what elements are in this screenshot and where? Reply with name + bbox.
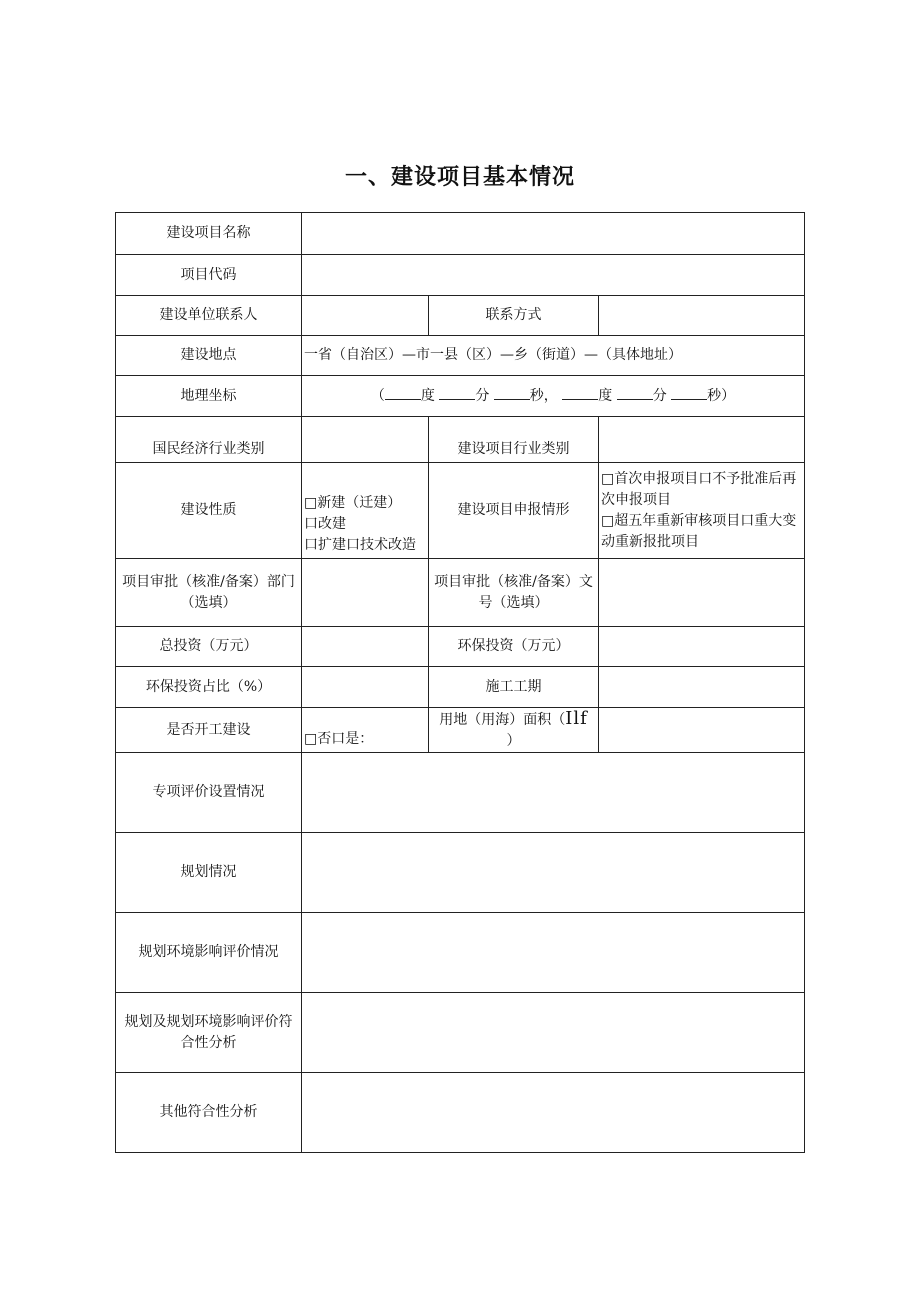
land-area-text: 用地（用海）面积（ <box>439 712 566 728</box>
label-project-industry: 建设项目行业类别 <box>429 417 599 463</box>
row-investment <box>116 627 805 667</box>
coord-deg-1: 度 <box>420 388 435 404</box>
coord-blank-sec-1[interactable] <box>494 385 530 400</box>
nature-option-rebuild[interactable]: 口改建 <box>304 516 346 532</box>
row-industry <box>116 417 805 463</box>
row-planning-compliance <box>116 993 805 1073</box>
row-project-name <box>116 213 805 255</box>
coord-blank-deg-2[interactable] <box>562 385 598 400</box>
input-coordinates[interactable] <box>302 376 805 417</box>
page-title: 一、建设项目基本情况 <box>344 165 575 190</box>
input-planning-compliance[interactable] <box>302 993 805 1073</box>
label-special-eval: 专项评价设置情况 <box>116 753 302 833</box>
row-started <box>116 708 805 753</box>
coord-deg-2: 度 <box>598 388 613 404</box>
label-contact-method: 联系方式 <box>429 296 599 336</box>
coord-blank-min-2[interactable] <box>617 385 653 400</box>
input-approval-doc[interactable] <box>599 559 805 627</box>
coord-blank-sec-2[interactable] <box>671 385 707 400</box>
label-project-code: 项目代码 <box>116 255 302 296</box>
land-area-unit: Ilf <box>565 708 588 729</box>
declaration-option-first[interactable]: □首次申报项目口不予批准后再次申报项目 <box>601 470 797 508</box>
input-approval-dept[interactable] <box>302 559 429 627</box>
label-nature: 建设性质 <box>116 463 302 559</box>
row-coordinates <box>116 376 805 417</box>
label-started: 是否开工建设 <box>116 708 302 753</box>
label-construction-period: 施工工期 <box>429 667 599 708</box>
row-ratio <box>116 667 805 708</box>
row-location <box>116 336 805 376</box>
row-planning <box>116 833 805 913</box>
label-env-investment: 环保投资（万元） <box>429 627 599 667</box>
row-nature <box>116 463 805 559</box>
declaration-option-reexamine[interactable]: □超五年重新审核项目口重大变动重新报批项目 <box>601 512 797 550</box>
input-env-ratio[interactable] <box>302 667 429 708</box>
basic-info-table <box>115 212 805 1153</box>
coord-blank-deg-1[interactable] <box>385 385 421 400</box>
input-env-investment[interactable] <box>599 627 805 667</box>
nature-option-new[interactable]: □新建（迁建） <box>304 495 402 511</box>
label-location: 建设地点 <box>116 336 302 376</box>
coord-min-1: 分 <box>475 388 490 404</box>
input-contact-person[interactable] <box>302 296 429 336</box>
label-total-investment: 总投资（万元） <box>116 627 302 667</box>
input-project-industry[interactable] <box>599 417 805 463</box>
coord-sec-end: 秒） <box>707 388 736 404</box>
row-contact <box>116 296 805 336</box>
coord-min-2: 分 <box>652 388 667 404</box>
input-national-industry[interactable] <box>302 417 429 463</box>
label-coordinates: 地理坐标 <box>116 376 302 417</box>
input-project-name[interactable] <box>302 213 805 255</box>
row-other-compliance <box>116 1073 805 1153</box>
input-planning-eia[interactable] <box>302 913 805 993</box>
label-approval-doc: 项目审批（核准/备案）文号（选填） <box>429 559 599 627</box>
label-project-name: 建设项目名称 <box>116 213 302 255</box>
input-construction-period[interactable] <box>599 667 805 708</box>
row-project-code <box>116 255 805 296</box>
input-location[interactable]: 一省（自治区）—市一县（区）—乡（街道）—（具体地址） <box>302 336 805 376</box>
label-contact-person: 建设单位联系人 <box>116 296 302 336</box>
nature-option-expand[interactable]: 口扩建口技术改造 <box>304 537 416 553</box>
row-planning-eia <box>116 913 805 993</box>
input-started[interactable]: □否口是： <box>302 708 429 753</box>
label-other-compliance: 其他符合性分析 <box>116 1073 302 1153</box>
row-special-eval <box>116 753 805 833</box>
label-land-area <box>429 708 599 753</box>
label-planning-compliance: 规划及规划环境影响评价符合性分析 <box>116 993 302 1073</box>
label-env-ratio: 环保投资占比（%） <box>116 667 302 708</box>
label-approval-dept: 项目审批（核准/备案）部门（选填） <box>116 559 302 627</box>
input-total-investment[interactable] <box>302 627 429 667</box>
label-declaration: 建设项目申报情形 <box>429 463 599 559</box>
label-planning-eia: 规划环境影响评价情况 <box>116 913 302 993</box>
coord-sec-1: 秒， <box>529 388 558 404</box>
input-project-code[interactable] <box>302 255 805 296</box>
input-special-eval[interactable] <box>302 753 805 833</box>
row-approval <box>116 559 805 627</box>
input-land-area[interactable] <box>599 708 805 753</box>
coord-blank-min-1[interactable] <box>439 385 475 400</box>
input-contact-method[interactable] <box>599 296 805 336</box>
input-other-compliance[interactable] <box>302 1073 805 1153</box>
label-planning: 规划情况 <box>116 833 302 913</box>
land-area-close: ） <box>506 733 521 749</box>
declaration-options <box>599 463 805 559</box>
nature-options <box>302 463 429 559</box>
input-planning[interactable] <box>302 833 805 913</box>
label-national-industry: 国民经济行业类别 <box>116 417 302 463</box>
coord-open: （ <box>370 388 385 404</box>
